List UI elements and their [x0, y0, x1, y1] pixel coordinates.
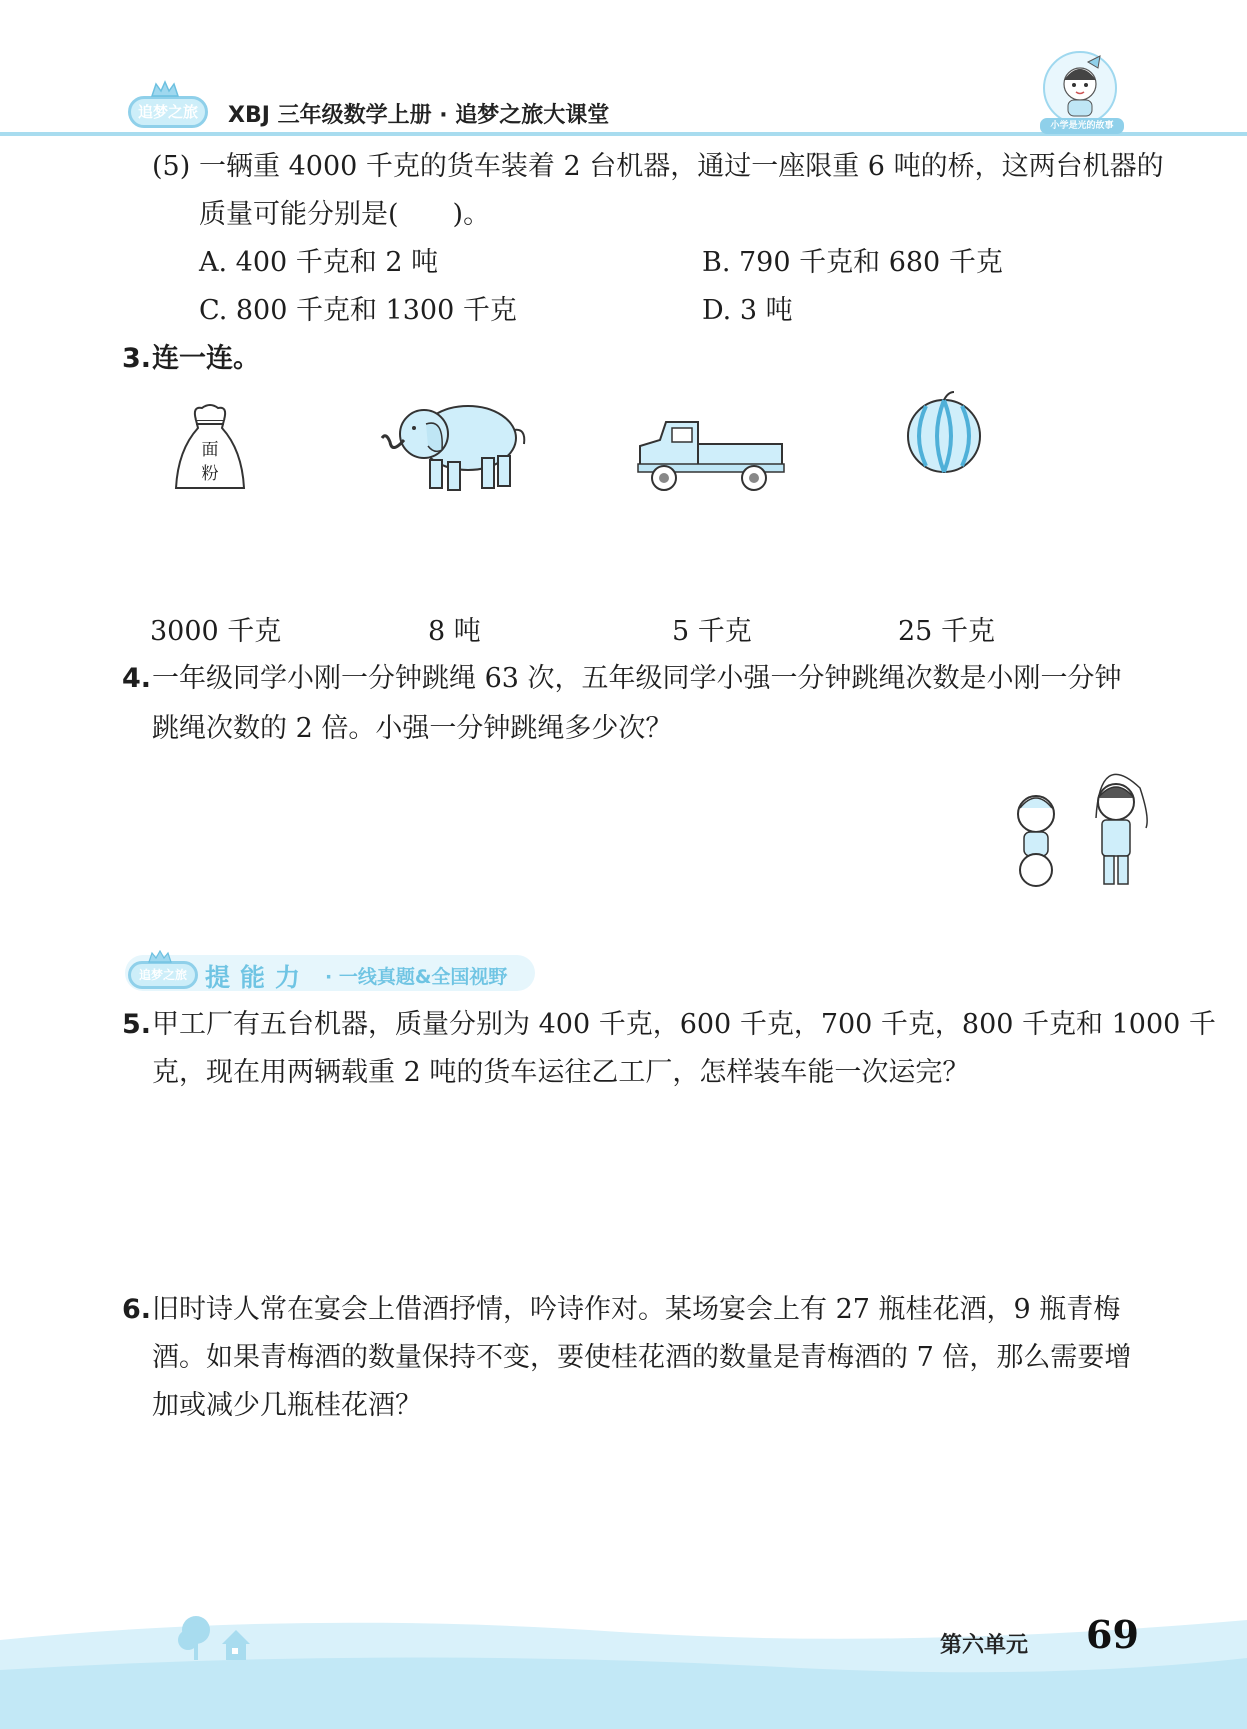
footer-unit: 第六单元	[940, 1633, 1029, 1658]
q6-line2: 酒。如果青梅酒的数量保持不变，要使桂花酒的数量是青梅酒的 7 倍，那么需要增	[152, 1342, 1132, 1373]
header-logo-text: 追梦之旅	[137, 103, 198, 121]
page-number: 69	[1086, 1612, 1139, 1657]
section-logo: 追梦之旅	[128, 961, 198, 989]
q6-line1: 旧时诗人常在宴会上借酒抒情，吟诗作对。某场宴会上有 27 瓶桂花酒，9 瓶青梅	[152, 1294, 1121, 1325]
header-logo-crown-icon	[150, 80, 180, 98]
flour-bag-image	[172, 400, 248, 494]
q2-5-number: (5)	[152, 151, 191, 182]
q3-number: 3.	[122, 343, 152, 374]
q2-5-option-c: C. 800 千克和 1300 千克	[199, 295, 517, 326]
elephant-icon	[378, 398, 528, 494]
watermelon-icon	[904, 390, 984, 474]
q6-number: 6.	[122, 1294, 152, 1325]
q2-5-text-line1: 一辆重 4000 千克的货车装着 2 台机器，通过一座限重 6 吨的桥，这两台机器的	[199, 151, 1164, 182]
weight-label-1: 3000 千克	[150, 616, 282, 647]
tree-house-icon	[176, 1612, 262, 1662]
q4-number: 4.	[122, 663, 152, 694]
header-title: XBJ 三年级数学上册 · 追梦之旅大课堂	[228, 103, 610, 128]
kids-jump-rope-icon	[1000, 758, 1150, 890]
mascot-caption: 小学是光的故事	[1040, 118, 1124, 134]
header-logo	[128, 96, 208, 128]
section-subtitle: · 一线真题&全国视野	[325, 966, 508, 988]
q4-line1: 一年级同学小刚一分钟跳绳 63 次，五年级同学小强一分钟跳绳次数是小刚一分钟	[152, 663, 1122, 694]
q2-5-option-d: D. 3 吨	[702, 295, 793, 326]
weight-label-2: 8 吨	[428, 616, 481, 647]
q5-number: 5.	[122, 1009, 152, 1040]
flour-bag-label: 面粉	[201, 440, 219, 484]
truck-icon	[636, 418, 786, 494]
weight-label-3: 5 千克	[672, 616, 752, 647]
q6-line3: 加或减少几瓶桂花酒？	[152, 1390, 422, 1421]
q2-5-option-a: A. 400 千克和 2 吨	[199, 247, 439, 278]
section-logo-crown-icon	[147, 950, 173, 964]
weight-label-4: 25 千克	[898, 616, 995, 647]
q5-line2: 克，现在用两辆载重 2 吨的货车运往乙工厂，怎样装车能一次运完？	[152, 1057, 970, 1088]
q2-5-text-line2: 质量可能分别是( )。	[199, 199, 491, 230]
q5-line1: 甲工厂有五台机器，质量分别为 400 千克，600 千克，700 千克，800 千克和 1000 千	[152, 1009, 1216, 1040]
q2-5-option-b: B. 790 千克和 680 千克	[702, 247, 1003, 278]
q3-title: 连一连。	[152, 343, 260, 374]
section-title: 提能力	[205, 963, 311, 992]
q4-line2: 跳绳次数的 2 倍。小强一分钟跳绳多少次？	[152, 713, 673, 744]
